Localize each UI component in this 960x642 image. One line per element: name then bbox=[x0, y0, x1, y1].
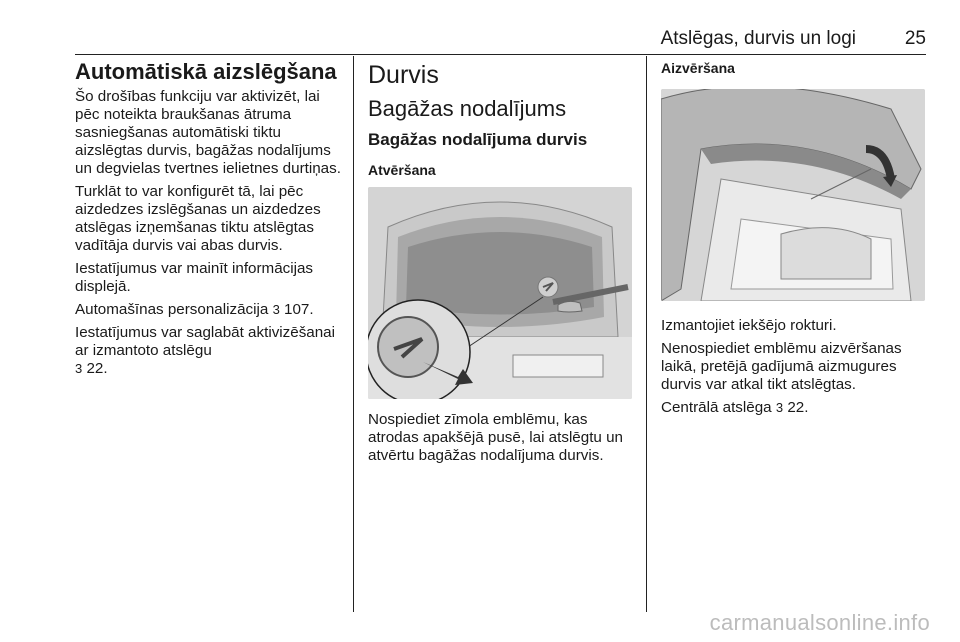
column-divider-2 bbox=[646, 56, 647, 612]
reference-text: Centrālā atslēga bbox=[661, 399, 772, 416]
column-automatic-locking bbox=[75, 60, 341, 383]
paragraph: Nenospiediet emblēmu aizvēršanas laikā, pretējā gadījumā aizmugures durvis var atkal tikt atslēgtas. bbox=[661, 340, 902, 393]
paragraph-with-reference bbox=[75, 301, 341, 319]
reference-page[interactable]: 22. bbox=[86, 360, 108, 377]
header-title: Atslēgas, durvis un logi bbox=[660, 28, 856, 49]
column-doors bbox=[368, 60, 634, 470]
paragraph-with-reference bbox=[661, 399, 927, 417]
reference-page[interactable]: 22. bbox=[787, 399, 809, 416]
tailgate-emblem-illustration bbox=[368, 187, 632, 399]
paragraph: Turklāt to var konfigurēt tā, lai pēc aizdedzes izslēgšanas un aizdedzes atslēgas izņemšanas tiktu atslēgtas vadītāja durvis vai abas durvis. bbox=[75, 183, 321, 254]
watermark: carmanualsonline.info bbox=[709, 610, 930, 635]
page-ref-icon[interactable]: 3 bbox=[775, 400, 784, 415]
page-ref-icon[interactable]: 3 bbox=[75, 361, 83, 376]
header-divider bbox=[75, 54, 926, 55]
paragraph: Iestatījumus var mainīt informācijas displejā. bbox=[75, 260, 314, 295]
paragraph: Šo drošības funkciju var aktivizēt, lai pēc noteikta braukšanas ātruma sasniegšanas automātiski tiktu aizslēgtas durvis, bagāžas nodalījums un degvielas tvertnes ielietnes durtiņas. bbox=[75, 88, 341, 177]
section-heading: Bagāžas nodalījums bbox=[368, 96, 567, 121]
column-closing bbox=[661, 60, 927, 422]
page-header bbox=[75, 28, 926, 50]
page-ref-icon[interactable]: 3 bbox=[272, 302, 280, 317]
paragraph: Izmantojiet iekšējo rokturi. bbox=[661, 317, 837, 334]
figure-caption: Nospiediet zīmola emblēmu, kas atrodas apakšējā pusē, lai atslēgtu un atvērtu bagāžas nodalījuma durvis. bbox=[368, 411, 623, 464]
subsection-heading: Bagāžas nodalījuma durvis bbox=[368, 130, 588, 149]
paragraph-with-reference bbox=[75, 324, 341, 378]
section-heading: Automātiskā aizslēgšana bbox=[75, 59, 337, 84]
reference-text: Automašīnas personalizācija bbox=[75, 301, 269, 318]
procedure-heading: Atvēršana bbox=[368, 162, 436, 178]
paragraph-text: Iestatījumus var saglabāt aktivizēšanai ar izmantoto atslēgu bbox=[75, 324, 336, 359]
tailgate-closing-illustration bbox=[661, 89, 925, 301]
page-number: 25 bbox=[904, 28, 926, 49]
column-divider-1 bbox=[353, 56, 354, 612]
reference-page[interactable]: 107. bbox=[284, 301, 314, 318]
chapter-heading: Durvis bbox=[368, 61, 439, 89]
procedure-heading: Aizvēršana bbox=[661, 60, 735, 76]
